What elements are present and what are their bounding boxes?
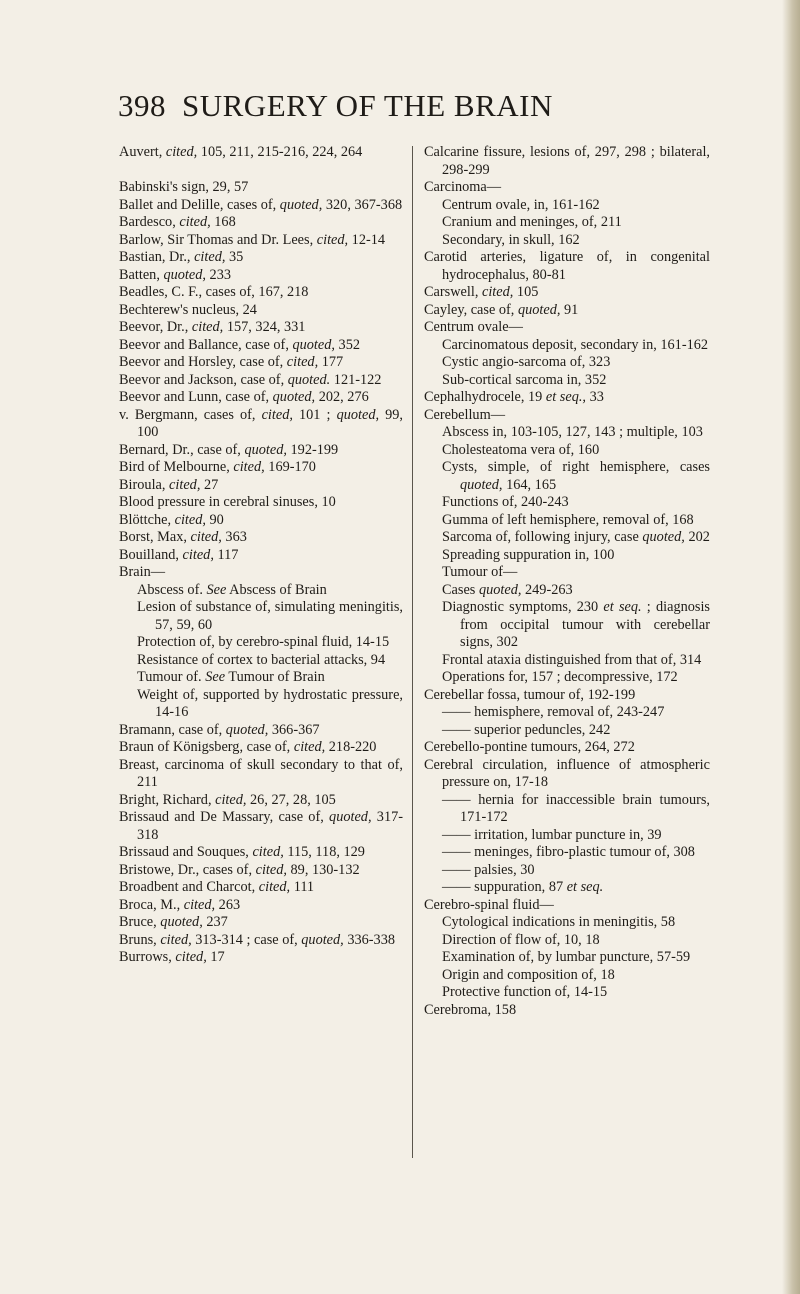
entry-text: Examination of, by lumbar puncture, 57-59 <box>442 949 691 965</box>
entry-text: 363 <box>221 529 247 545</box>
entry-text: Tumour of. <box>137 669 206 685</box>
entry-text: 336-338 <box>343 931 395 948</box>
entry-text: 263 <box>215 896 241 913</box>
entry-text: Diagnostic symptoms, 230 <box>442 599 604 615</box>
index-entry <box>424 249 710 284</box>
entry-text: Beevor and Ballance, case of, <box>119 336 293 353</box>
entry-italic-text: et seq. <box>566 879 604 895</box>
index-entry <box>119 897 403 915</box>
entry-text: Beevor and Lunn, case of, <box>119 389 273 405</box>
entry-text: Beadles, C. F., cases of, 167, 218 <box>119 284 309 300</box>
index-subentry <box>424 564 710 582</box>
index-entry <box>119 214 403 232</box>
entry-text: 164, 165 <box>502 476 557 493</box>
index-entry <box>119 757 403 792</box>
index-subentry <box>424 582 710 600</box>
entry-italic-text: cited, <box>215 791 247 808</box>
entry-text: 313-314 ; case of, <box>191 931 302 948</box>
page-edge-shadow <box>782 0 800 1294</box>
index-entry <box>119 354 403 372</box>
entry-text: Lesion of substance of, simulating meningitis, 57, 59, 60 <box>137 599 403 633</box>
index-subentry <box>424 547 710 565</box>
entry-text: Carcinoma— <box>424 179 502 195</box>
index-subentry <box>424 337 710 355</box>
index-subentry <box>424 214 710 232</box>
entry-text: Tumour of— <box>442 564 518 580</box>
entry-text: Cephalhydrocele, 19 <box>424 389 546 405</box>
entry-text: Batten, <box>119 266 164 283</box>
entry-text: 27 <box>200 476 219 493</box>
entry-text: Secondary, in skull, 162 <box>442 231 580 248</box>
entry-text: 202 <box>684 529 710 545</box>
entry-text: Origin and composition of, 18 <box>442 966 615 983</box>
entry-italic-text: cited, <box>174 511 206 528</box>
entry-text: 121-122 <box>330 371 382 388</box>
index-subentry <box>424 529 710 547</box>
entry-text: 218-220 <box>325 739 377 755</box>
entry-text: Cayley, case of, <box>424 301 518 318</box>
entry-text: 177 <box>318 354 344 370</box>
entry-text: Cerebro-spinal fluid— <box>424 896 554 913</box>
index-subentry <box>424 722 710 740</box>
index-entry <box>424 739 710 757</box>
index-entry <box>119 914 403 932</box>
entry-italic-text: quoted, <box>329 809 372 825</box>
index-subentry <box>424 652 710 670</box>
entry-italic-text: quoted. <box>287 371 331 388</box>
page-number: 398 <box>118 88 166 123</box>
entry-italic-text: quoted, <box>163 266 206 283</box>
index-entry <box>119 722 403 740</box>
index-entry <box>119 144 403 162</box>
index-entry <box>119 389 403 407</box>
entry-text: Brain— <box>119 564 166 580</box>
index-subentry <box>424 197 710 215</box>
entry-text: —— hemisphere, removal of, 243-247 <box>442 704 665 720</box>
index-entry <box>119 197 403 215</box>
entry-text: Tumour of Brain <box>225 669 325 685</box>
entry-italic-text: cited, <box>316 231 349 248</box>
running-title: SURGERY OF THE BRAIN <box>182 88 553 123</box>
index-subentry <box>119 634 403 652</box>
index-subentry <box>424 442 710 460</box>
entry-text: Direction of flow of, 10, 18 <box>442 931 600 948</box>
index-entry <box>424 179 710 197</box>
entry-text: Cerebral circulation, influence of atmospheric pressure on, 17-18 <box>424 756 710 790</box>
entry-text: Broadbent and Charcot, <box>119 879 259 895</box>
index-entry <box>119 844 403 862</box>
index-subentry <box>424 827 710 845</box>
entry-text: Babinski's sign, 29, 57 <box>119 179 249 195</box>
entry-italic-text: cited, <box>190 529 222 545</box>
entry-text: 89, 130-132 <box>286 861 360 878</box>
entry-text: Blood pressure in cerebral sinuses, 10 <box>119 494 336 510</box>
index-entry <box>424 1002 710 1020</box>
entry-text: Auvert, <box>119 144 166 160</box>
entry-italic-text: cited, <box>165 144 198 160</box>
entry-italic-text: cited, <box>481 284 514 300</box>
entry-text: Bouilland, <box>119 546 183 563</box>
index-entry <box>119 477 403 495</box>
entry-text: Bristowe, Dr., cases of, <box>119 861 256 878</box>
entry-text: Bechterew's nucleus, 24 <box>119 301 257 318</box>
entry-italic-text: quoted, <box>272 389 316 405</box>
index-entry <box>119 949 403 967</box>
entry-italic-text: cited, <box>286 354 319 370</box>
index-entry <box>119 302 403 320</box>
entry-text: Abscess of Brain <box>226 581 327 598</box>
entry-text: 202, 276 <box>315 389 369 405</box>
entry-text: 99, 100 <box>137 406 403 440</box>
entry-text: 17 <box>206 949 225 965</box>
entry-text: Biroula, <box>119 476 170 493</box>
index-entry <box>424 302 710 320</box>
entry-text: 366-367 <box>268 721 320 738</box>
index-entry <box>119 459 403 477</box>
index-subentry <box>424 844 710 862</box>
index-subentry <box>424 459 710 494</box>
entry-text: 320, 367-368 <box>322 196 403 213</box>
index-subentry <box>424 914 710 932</box>
entry-italic-text: quoted, <box>478 581 522 598</box>
index-subentry <box>424 232 710 250</box>
entry-text: 352 <box>334 336 360 353</box>
entry-italic-text: cited, <box>182 546 214 563</box>
index-subentry <box>424 512 710 530</box>
entry-italic-text: quoted, <box>642 529 685 545</box>
entry-italic-text: quoted, <box>244 441 287 458</box>
entry-text: Bastian, Dr., <box>119 249 195 265</box>
entry-text: Resistance of cortex to bacterial attacks, 94 <box>137 651 386 668</box>
entry-text: 105 <box>513 284 539 300</box>
entry-text: Brissaud and De Massary, case of, <box>119 809 330 825</box>
index-subentry <box>119 582 403 600</box>
index-subentry <box>424 354 710 372</box>
entry-italic-text: cited, <box>160 931 192 948</box>
index-subentry <box>424 424 710 442</box>
index-entry <box>119 564 403 582</box>
entry-text: 105, 211, 215-216, 224, 264 <box>197 144 363 160</box>
entry-text: 233 <box>205 266 231 283</box>
index-entry <box>119 809 403 844</box>
index-subentry <box>424 879 710 897</box>
entry-italic-text: See <box>205 669 226 685</box>
entry-text: 26, 27, 28, 105 <box>246 791 336 808</box>
entry-text: Blöttche, <box>119 511 175 528</box>
index-subentry <box>424 792 710 827</box>
entry-text: —— irritation, lumbar puncture in, 39 <box>442 826 662 843</box>
index-subentry <box>119 599 403 634</box>
index-entry <box>119 739 403 757</box>
entry-italic-text: cited, <box>183 896 216 913</box>
entry-text: Brissaud and Souques, <box>119 844 253 860</box>
entry-text: Weight of, supported by hydrostatic pressure, 14-16 <box>137 686 403 720</box>
entry-text: Frontal ataxia distinguished from that of, 314 <box>442 651 702 668</box>
entry-text: 90 <box>205 511 224 528</box>
index-subentry <box>424 862 710 880</box>
entry-text: Borst, Max, <box>119 529 191 545</box>
index-entry <box>119 232 403 250</box>
entry-italic-text: cited, <box>175 949 207 965</box>
entry-italic-text: cited, <box>261 406 293 423</box>
index-entry <box>119 249 403 267</box>
entry-italic-text: quoted, <box>292 336 335 353</box>
index-entry <box>119 862 403 880</box>
entry-text: 111 <box>290 879 315 895</box>
index-entry <box>119 372 403 390</box>
entry-text: v. Bergmann, cases of, <box>119 406 262 423</box>
index-entry <box>119 512 403 530</box>
entry-italic-text: cited, <box>252 844 284 860</box>
entry-italic-text: quoted, <box>160 914 203 930</box>
entry-text: Cholesteatoma vera of, 160 <box>442 441 600 458</box>
entry-text: —— meninges, fibro-plastic tumour of, 308 <box>442 844 695 860</box>
entry-text: Abscess in, 103-105, 127, 143 ; multiple, 103 <box>442 424 703 440</box>
index-entry <box>119 529 403 547</box>
entry-text: Cerebroma, 158 <box>424 1001 517 1018</box>
entry-text: Carcinomatous deposit, secondary in, 161-162 <box>442 336 709 353</box>
entry-text: Operations for, 157 ; decompressive, 172 <box>442 669 678 685</box>
index-entry <box>424 687 710 705</box>
entry-text: Sub-cortical sarcoma in, 352 <box>442 371 607 388</box>
entry-italic-text: cited, <box>258 879 291 895</box>
entry-text: Spreading suppuration in, 100 <box>442 546 615 563</box>
index-entry <box>424 897 710 915</box>
entry-italic-text: et seq., <box>545 389 586 405</box>
entry-text: 168 <box>210 214 236 230</box>
entry-text: 35 <box>225 249 244 265</box>
entry-text: Bruns, <box>119 931 161 948</box>
entry-text: Cytological indications in meningitis, 58 <box>442 914 676 930</box>
index-subentry <box>424 494 710 512</box>
entry-text: 249-263 <box>521 581 573 598</box>
entry-text: 192-199 <box>286 441 339 458</box>
entry-text: Bird of Melbourne, <box>119 459 234 475</box>
entry-italic-text: quoted, <box>517 301 561 318</box>
entry-italic-text: quoted, <box>301 931 344 948</box>
entry-text: Breast, carcinoma of skull secondary to that of, 211 <box>119 756 403 790</box>
entry-text: Abscess of. <box>137 581 207 598</box>
entry-text: Bardesco, <box>119 214 180 230</box>
entry-text: Cystic angio-sarcoma of, 323 <box>442 354 611 370</box>
index-entry <box>424 144 710 179</box>
entry-italic-text: cited, <box>169 476 201 493</box>
entry-text: 12-14 <box>348 231 386 248</box>
page-header <box>118 88 553 124</box>
entry-text: Beevor and Horsley, case of, <box>119 354 287 370</box>
entry-italic-text: quoted, <box>336 406 380 423</box>
index-entry <box>119 442 403 460</box>
index-column-right <box>424 144 710 1019</box>
index-subentry <box>424 599 710 652</box>
entry-text: Burrows, <box>119 949 176 965</box>
entry-text: Barlow, Sir Thomas and Dr. Lees, <box>119 231 317 248</box>
entry-italic-text: cited, <box>233 459 265 475</box>
index-entry <box>119 179 403 197</box>
entry-text: 317-318 <box>137 809 404 843</box>
entry-text: 115, 118, 129 <box>283 844 365 860</box>
entry-text: Broca, M., <box>119 896 184 913</box>
index-entry <box>119 407 403 442</box>
entry-italic-text: cited, <box>293 739 326 755</box>
index-subentry <box>424 932 710 950</box>
entry-text: 101 ; <box>292 406 337 423</box>
entry-text: 157, 324, 331 <box>223 319 306 335</box>
entry-text: Bernard, Dr., case of, <box>119 441 245 458</box>
entry-text: Beevor and Jackson, case of, <box>119 371 288 388</box>
index-entry <box>119 494 403 512</box>
entry-text: —— hernia for inaccessible brain tumours, 171-172 <box>442 791 710 825</box>
index-entry <box>119 319 403 337</box>
entry-text: Centrum ovale— <box>424 319 523 335</box>
column-divider <box>412 146 413 1158</box>
entry-italic-text: cited, <box>191 319 224 335</box>
entry-text: Cerebellum— <box>424 406 505 423</box>
index-subentry <box>119 669 403 687</box>
entry-italic-text: et seq. <box>603 599 642 615</box>
entry-text: —— superior peduncles, 242 <box>442 721 611 738</box>
entry-text: Cranium and meninges, of, 211 <box>442 214 622 230</box>
entry-text: Cerebellar fossa, tumour of, 192-199 <box>424 686 636 703</box>
entry-italic-text: quoted, <box>225 721 269 738</box>
entry-text: Bruce, <box>119 914 161 930</box>
entry-text: 33 <box>586 389 604 405</box>
entry-text: 91 <box>560 301 579 318</box>
entry-italic-text: cited, <box>255 861 287 878</box>
entry-text: Sarcoma of, following injury, case <box>442 529 643 545</box>
index-entry <box>119 284 403 302</box>
index-column-left <box>119 144 403 967</box>
index-entry <box>119 337 403 355</box>
index-subentry <box>424 967 710 985</box>
index-entry <box>119 792 403 810</box>
entry-text: Calcarine fissure, lesions of, 297, 298 ; bilateral, 298-299 <box>424 144 710 178</box>
entry-text: Functions of, 240-243 <box>442 494 569 510</box>
index-entry <box>424 407 710 425</box>
entry-text: ; diagnosis from occipital tumour with cerebellar signs, 302 <box>460 599 710 650</box>
entry-text: Bramann, case of, <box>119 721 226 738</box>
entry-text: Protection of, by cerebro-spinal fluid, 14-15 <box>137 634 390 650</box>
entry-italic-text: cited, <box>179 214 211 230</box>
index-entry <box>119 879 403 897</box>
entry-text: —— palsies, 30 <box>442 861 535 878</box>
entry-italic-text: quoted, <box>460 476 503 493</box>
index-subentry <box>119 687 403 722</box>
index-entry <box>119 932 403 950</box>
entry-italic-text: See <box>206 581 227 598</box>
index-entry <box>424 757 710 792</box>
index-subentry <box>119 652 403 670</box>
index-entry <box>119 547 403 565</box>
index-entry <box>119 267 403 285</box>
entry-text: —— suppuration, 87 <box>442 879 567 895</box>
index-entry <box>424 389 710 407</box>
index-subentry <box>424 372 710 390</box>
entry-italic-text: cited, <box>194 249 226 265</box>
index-entry <box>424 319 710 337</box>
entry-text: Braun of Königsberg, case of, <box>119 739 294 755</box>
index-entry <box>424 284 710 302</box>
entry-text: Beevor, Dr., <box>119 319 192 335</box>
entry-text: Carswell, <box>424 284 482 300</box>
entry-italic-text: quoted, <box>279 196 323 213</box>
entry-text: Cases <box>442 581 479 598</box>
index-subentry <box>424 949 710 967</box>
entry-text: 117 <box>213 546 239 563</box>
index-subentry <box>424 704 710 722</box>
entry-text: Gumma of left hemisphere, removal of, 168 <box>442 511 694 528</box>
entry-text: Carotid arteries, ligature of, in congenital hydrocephalus, 80-81 <box>424 249 710 283</box>
entry-text: Protective function of, 14-15 <box>442 984 608 1000</box>
entry-text: Cerebello-pontine tumours, 264, 272 <box>424 739 635 755</box>
entry-text: 169-170 <box>264 459 316 475</box>
entry-text: Centrum ovale, in, 161-162 <box>442 196 600 213</box>
entry-text: Ballet and Delille, cases of, <box>119 196 280 213</box>
index-subentry <box>424 984 710 1002</box>
entry-text: 237 <box>202 914 228 930</box>
entry-text: Bright, Richard, <box>119 791 216 808</box>
index-subentry <box>424 669 710 687</box>
entry-text: Cysts, simple, of right hemisphere, cases <box>442 459 710 475</box>
